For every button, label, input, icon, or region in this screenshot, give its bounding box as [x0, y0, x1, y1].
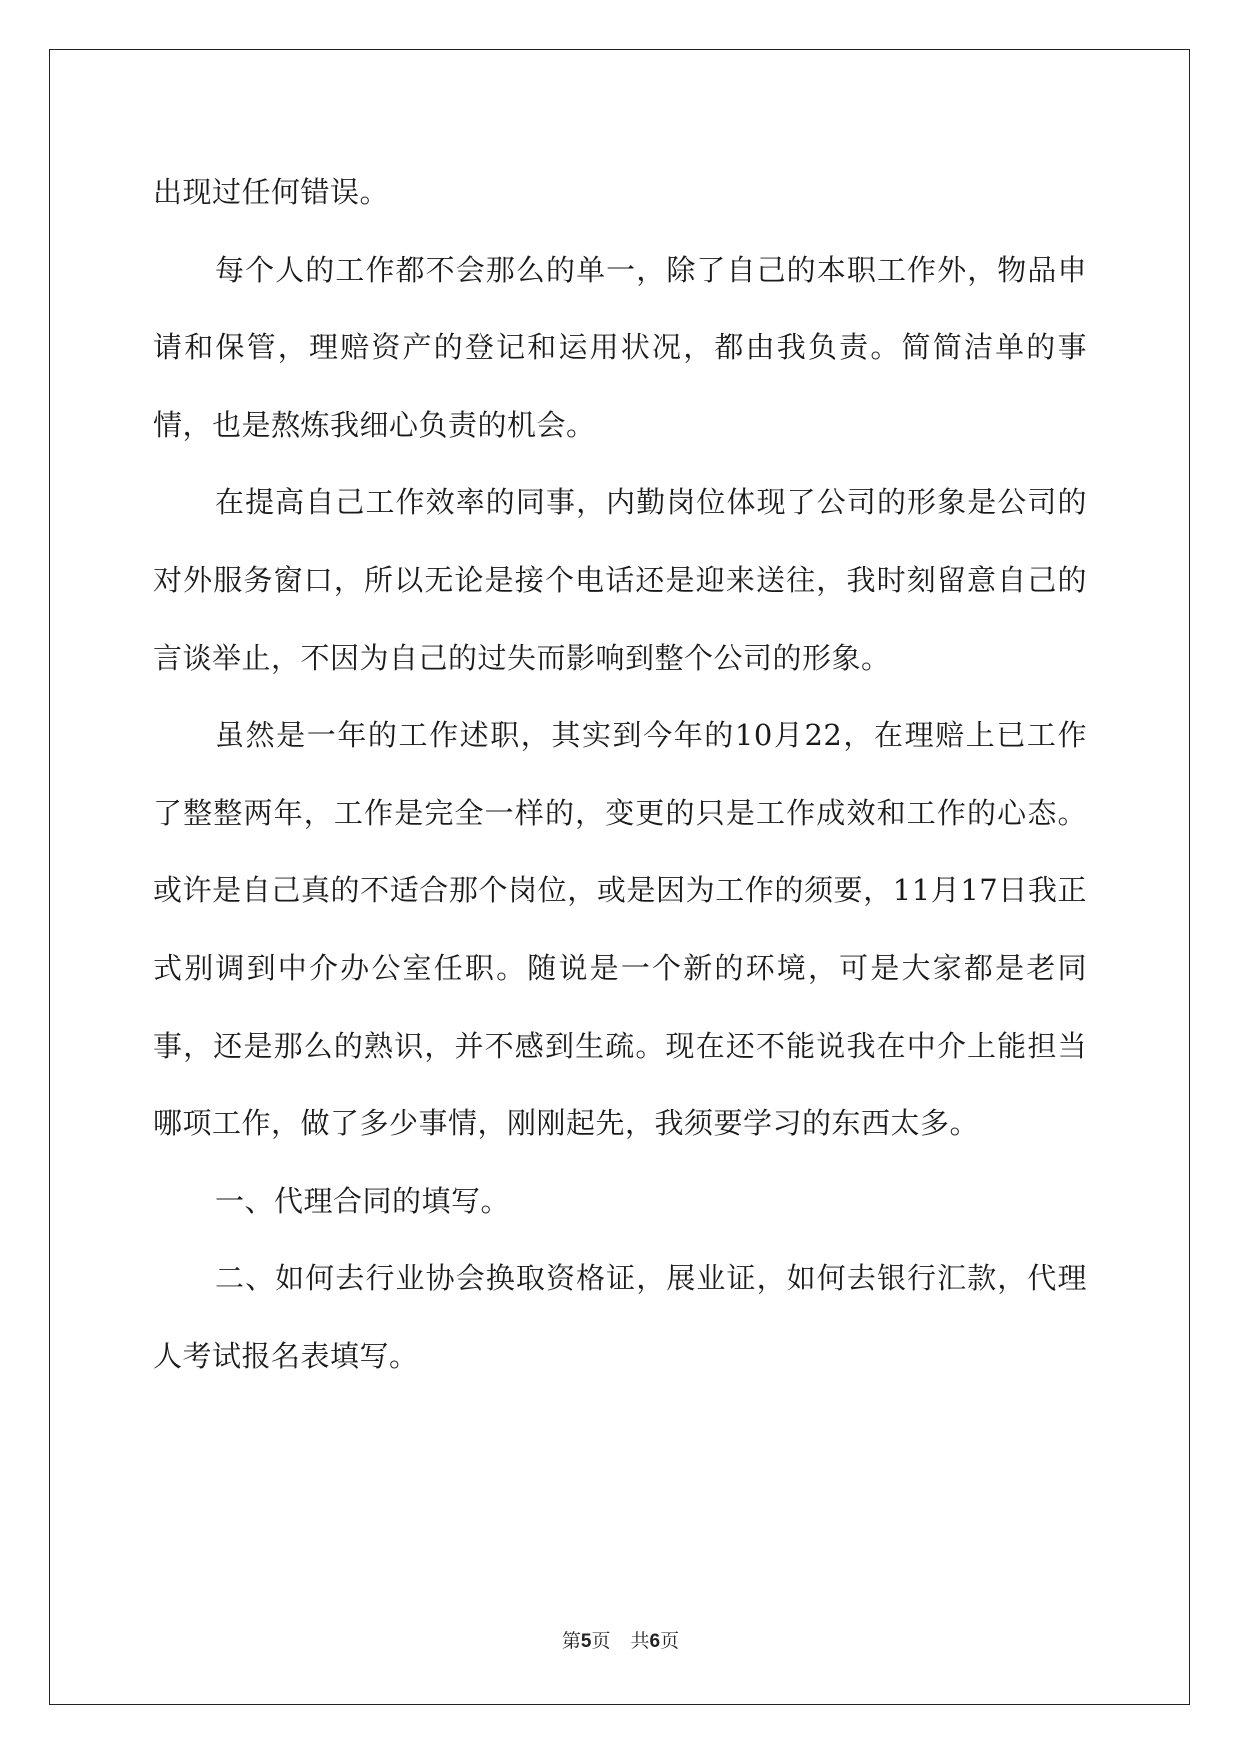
paragraph-company-image: 在提高自己工作效率的同事，内勤岗位体现了公司的形象是公司的对外服务窗口，所以无论是接个电话还是迎来送往，我时刻留意自己的言谈举止，不因为自己的过失而影响到整个公司的形象。: [153, 485, 1087, 675]
footer-prefix: 第: [561, 1630, 581, 1652]
footer-total-suffix: 页: [660, 1630, 680, 1652]
paragraph-transfer: 虽然是一年的工作述职，其实到今年的10月22，在理赔上已工作了整整两年，工作是完全一样的，变更的只是工作成效和工作的心态。或许是自己真的不适合那个岗位，或是因为工作的须要，11月17日我正式别调到中介办公室任职。随说是一个新的环境，可是大家都是老同事，还是那么的熟识，并不感到生疏。现在还不能说我在中介上能担当哪项工作，做了多少事情，刚刚起先，我须要学习的东西太多。: [153, 718, 1087, 1141]
footer-page-word: 页: [591, 1630, 611, 1652]
footer-total-prefix: 共: [630, 1630, 650, 1652]
paragraph-continuation: 出现过任何错误。: [153, 175, 390, 209]
page-footer: [0, 1629, 1241, 1654]
document-body: [153, 154, 1087, 1396]
current-page-number: 5: [580, 1631, 592, 1652]
paragraph-responsibilities: 每个人的工作都不会那么的单一，除了自己的本职工作外，物品申请和保管，理赔资产的登记和运用状况，都由我负责。简简洁单的事情，也是熬炼我细心负责的机会。: [153, 252, 1087, 442]
list-item-certificates: 二、如何去行业协会换取资格证，展业证，如何去银行汇款，代理人考试报名表填写。: [153, 1261, 1087, 1373]
total-pages-number: 6: [649, 1631, 661, 1652]
list-item-contract: 一、代理合同的填写。: [215, 1183, 511, 1218]
